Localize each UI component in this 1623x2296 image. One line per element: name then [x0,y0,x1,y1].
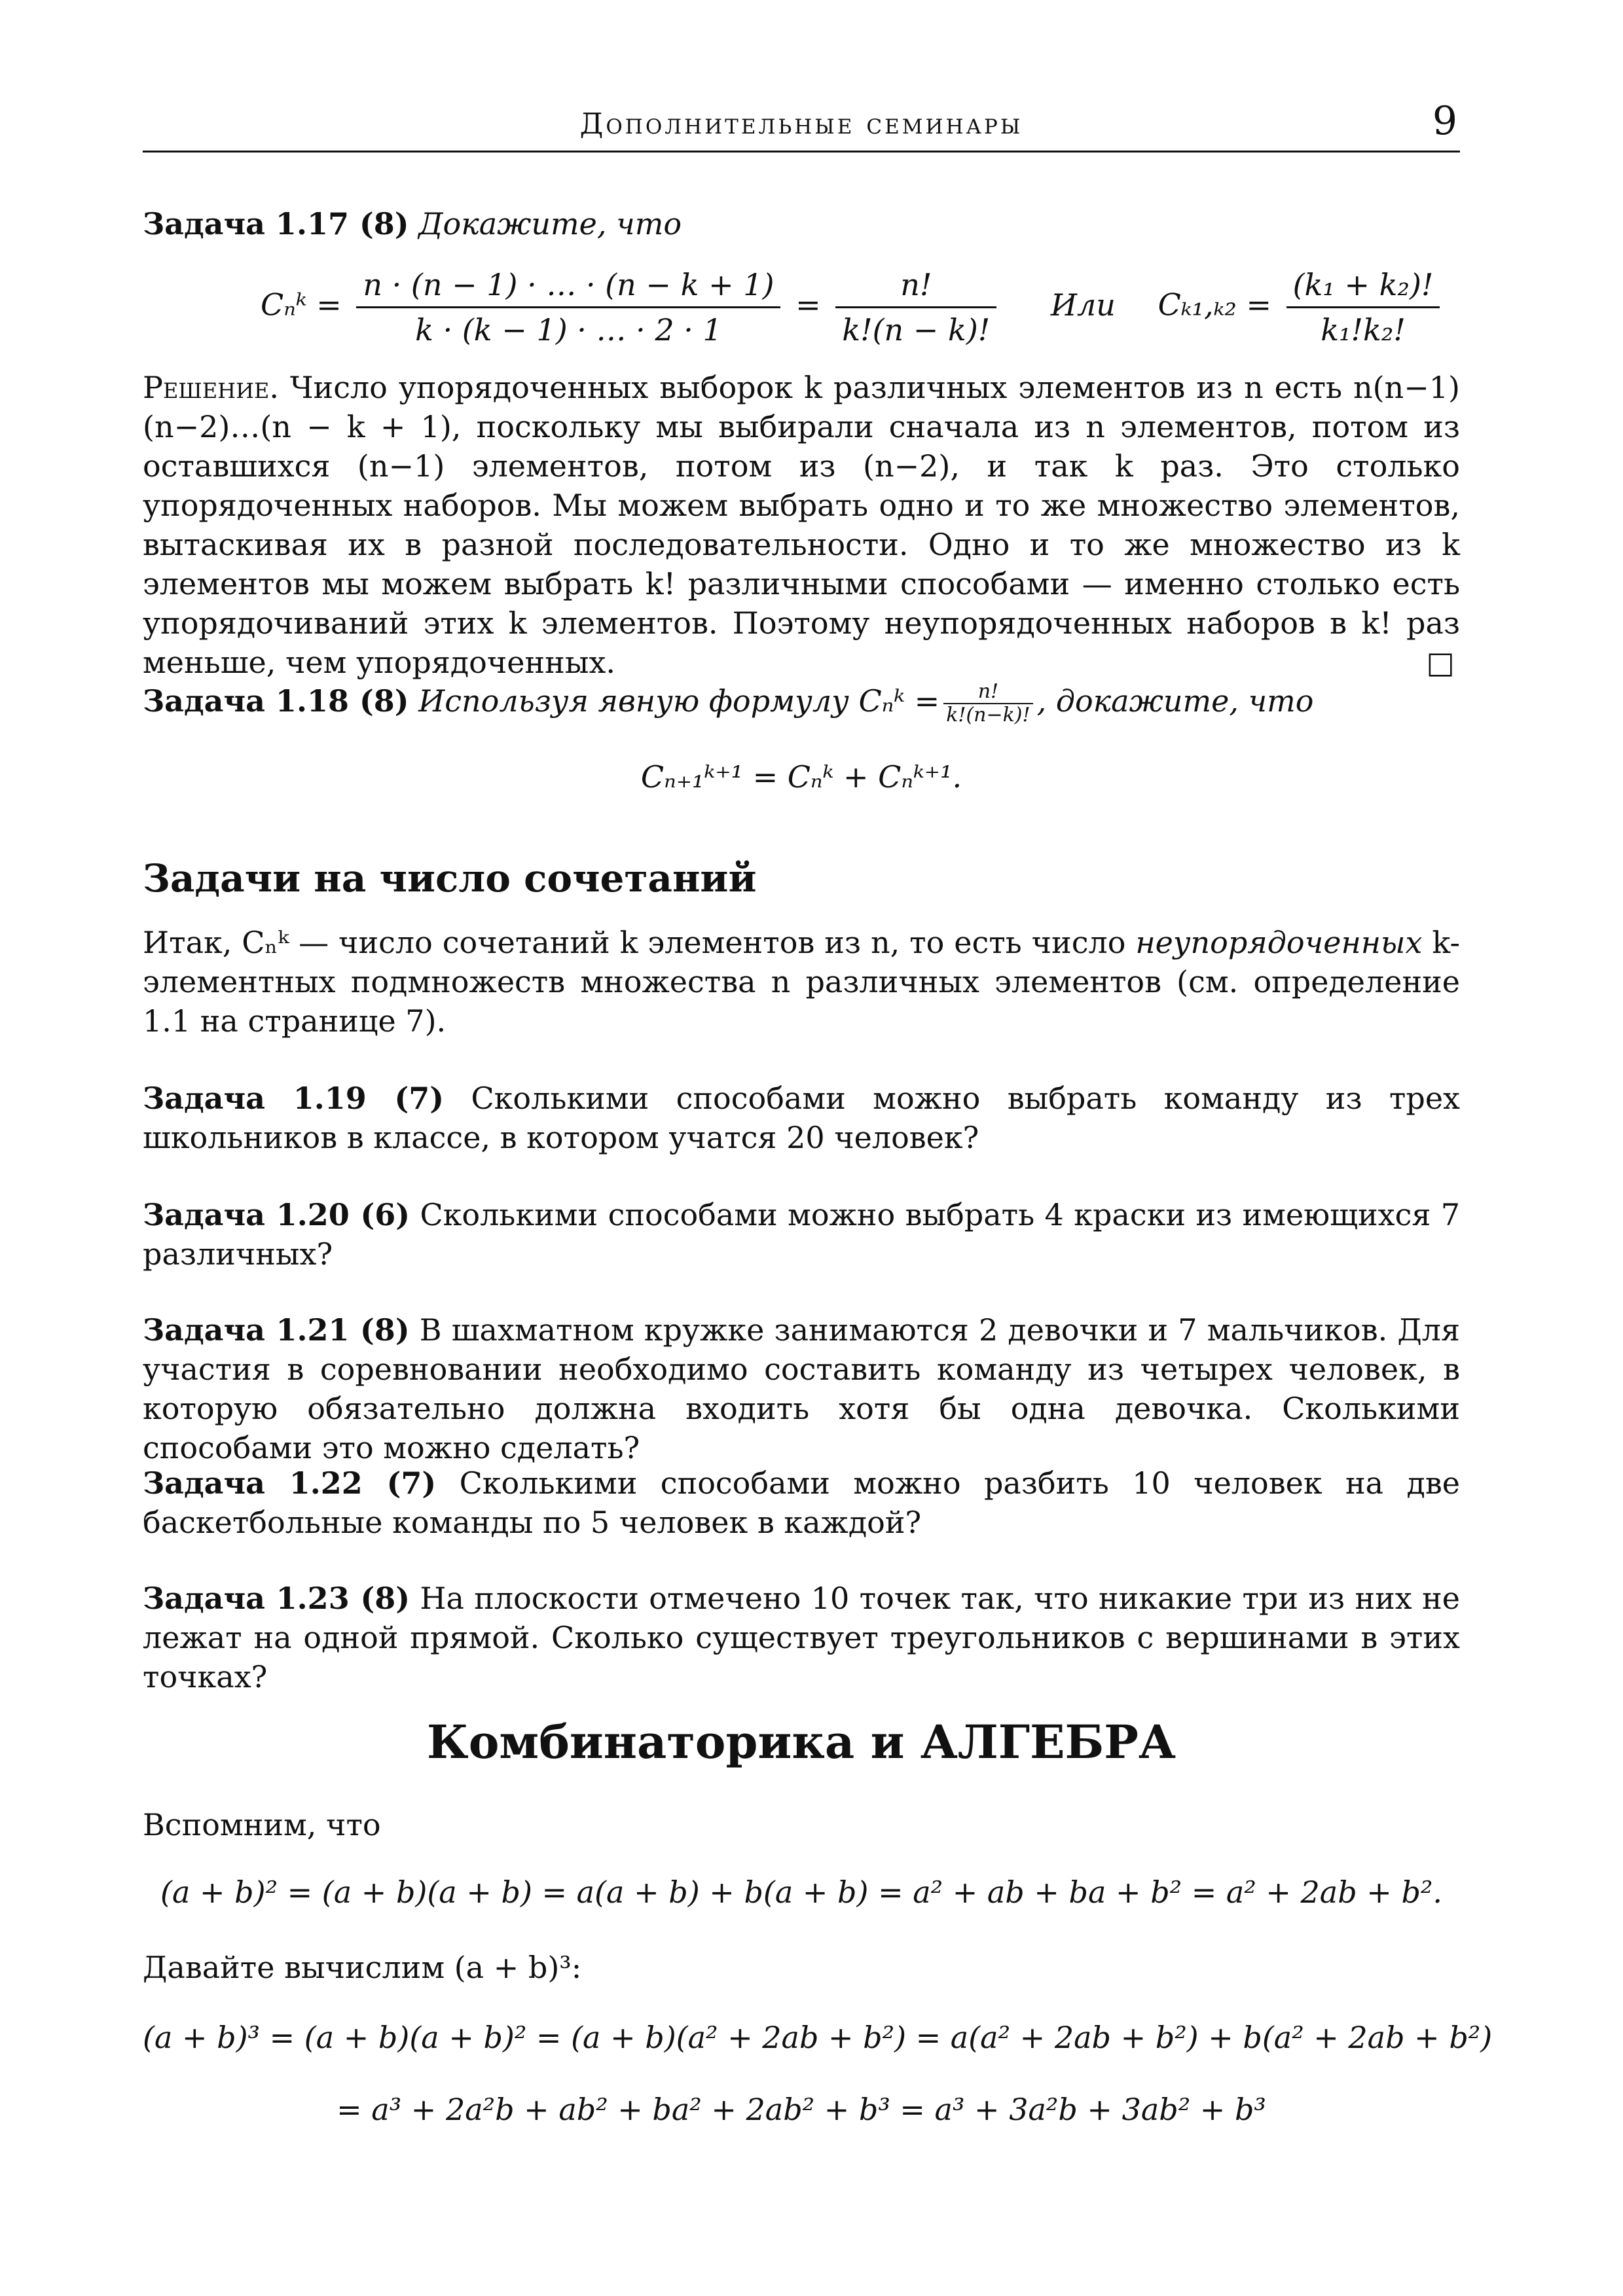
formula: Cₙ₊₁ᵏ⁺¹ = Cₙᵏ + Cₙᵏ⁺¹. [640,759,962,795]
fraction-numerator: n! [943,681,1032,704]
subsection-title: Задачи на число сочетаний [143,856,757,901]
fraction-numerator: (k₁ + k₂)! [1286,267,1440,308]
problem-1-17-statement [143,204,1460,243]
problem-label: Задача 1.23 (8) [143,1581,410,1616]
inline-fraction [943,681,1032,726]
solution-paragraph [143,368,1460,682]
factorial-fraction [835,267,996,348]
cube-expansion-line-2 [143,2092,1460,2127]
running-head: Дополнительные семинары [579,107,1023,141]
formula-lhs-2: Cₖ₁,ₖ₂ = [1158,287,1271,323]
problem-label: Задача 1.17 (8) [143,206,409,242]
problem-text: В шахматном кружке занимаются 2 девочки и 7 мальчиков. Для участия в соревновании необходимо составить команду из четырех человек, в которую обязательно должна входить хотя бы одна девочка. Сколькими способами это можно сделать? [143,1312,1461,1465]
fraction-denominator: k!(n − k)! [842,312,991,348]
fraction-denominator: k₁!k₂! [1321,312,1406,348]
cube-expansion-line-1 [143,2020,1493,2055]
square-expansion [143,1874,1460,1910]
emphasis: неупорядоченных [1135,925,1423,960]
qed-symbol: □ [1426,645,1455,680]
intro-text-end: k-элементных подмножеств множества n различных элементов (см. определение 1.1 на странице 7). [143,925,1460,1039]
intro-paragraph [143,923,1460,1041]
binomial-formula [261,267,1445,348]
problem-statement-end: , докажите, что [1036,683,1314,719]
equals-sign: = [795,287,821,323]
section-title: Комбинаторика и АЛГЕБРА [427,1715,1176,1769]
problem-label: Задача 1.22 (7) [143,1465,437,1501]
or-word: Или [1050,287,1116,323]
recall-text: Вспомним, что [143,1807,381,1842]
problem-text: Сколькими способами можно разбить 10 человек на две баскетбольные команды по 5 человек в каждой? [143,1465,1460,1540]
problem-label: Задача 1.19 (7) [143,1081,445,1116]
problem-1-20 [143,1195,1460,1274]
compute-text: Давайте вычислим (a + b)³: [143,1950,582,1985]
problem-label: Задача 1.21 (8) [143,1312,410,1348]
intro-text: Итак, Cₙᵏ — число сочетаний k элементов из n, то есть число [143,925,1126,960]
falling-factorial-fraction [356,267,780,348]
problem-1-21 [143,1310,1460,1467]
problem-1-19 [143,1079,1460,1157]
fraction-denominator: k · (k − 1) · … · 2 · 1 [415,312,722,348]
fraction-numerator: n · (n − 1) · … · (n − k + 1) [356,267,780,308]
problem-statement: Используя явную формулу [418,683,849,719]
problem-statement: Докажите, что [418,206,682,242]
problem-label: Задача 1.20 (6) [143,1197,410,1232]
formula: = a³ + 2a²b + ab² + ba² + 2ab² + b³ = a³ + 3a²b + 3ab² + b³ [337,2092,1266,2127]
problem-text: Сколькими способами можно выбрать команду из трех школьников в классе, в котором учатся 20 человек? [143,1081,1460,1155]
formula: (a + b)³ = (a + b)(a + b)² = (a + b)(a² + 2ab + b²) = a(a² + 2ab + b²) + b(a² + 2ab + b²) [143,2020,1493,2055]
formula-lhs: Cₙᵏ = [261,287,342,323]
problem-1-22 [143,1463,1460,1542]
fraction-denominator: k!(n−k)! [946,704,1030,726]
multinomial-fraction [1286,267,1440,348]
page-number: 9 [1432,98,1457,144]
pascal-identity [143,759,1460,795]
solution-text: Число упорядоченных выборок k различных элементов из n есть n(n−1)(n−2)…(n − k + 1), поскольку мы выбирали сначала из n элементов, потом из оставшихся (n−1) элементов, потом из (n−2), и так k раз. Это столько упорядоченных наборов. Мы можем выбрать одно и то же множество элементов, вытаскивая их в разной последовательности. Одно и то же множество из k элементов мы можем выбрать k! различными способами — именно столько есть упорядочиваний этих k элементов. Поэтому неупорядоченных наборов в k! раз меньше, чем упорядоченных. [143,370,1461,680]
problem-text: На плоскости отмечено 10 точек так, что никакие три из них не лежат на одной прямой. Сколько существует треугольников с вершинами в этих точках? [143,1581,1460,1695]
problem-1-23 [143,1579,1460,1696]
inline-formula: Cₙᵏ = [858,683,940,719]
fraction-numerator: n! [835,267,996,308]
formula: (a + b)² = (a + b)(a + b) = a(a + b) + b(a + b) = a² + ab + ba + b² = a² + 2ab + b². [160,1874,1442,1910]
solution-label: Решение. [143,370,279,405]
page-header [143,98,1460,152]
problem-label: Задача 1.18 (8) [143,683,409,719]
problem-text: Сколькими способами можно выбрать 4 краски из имеющихся 7 различных? [143,1197,1461,1272]
problem-1-18-statement [143,681,1460,726]
